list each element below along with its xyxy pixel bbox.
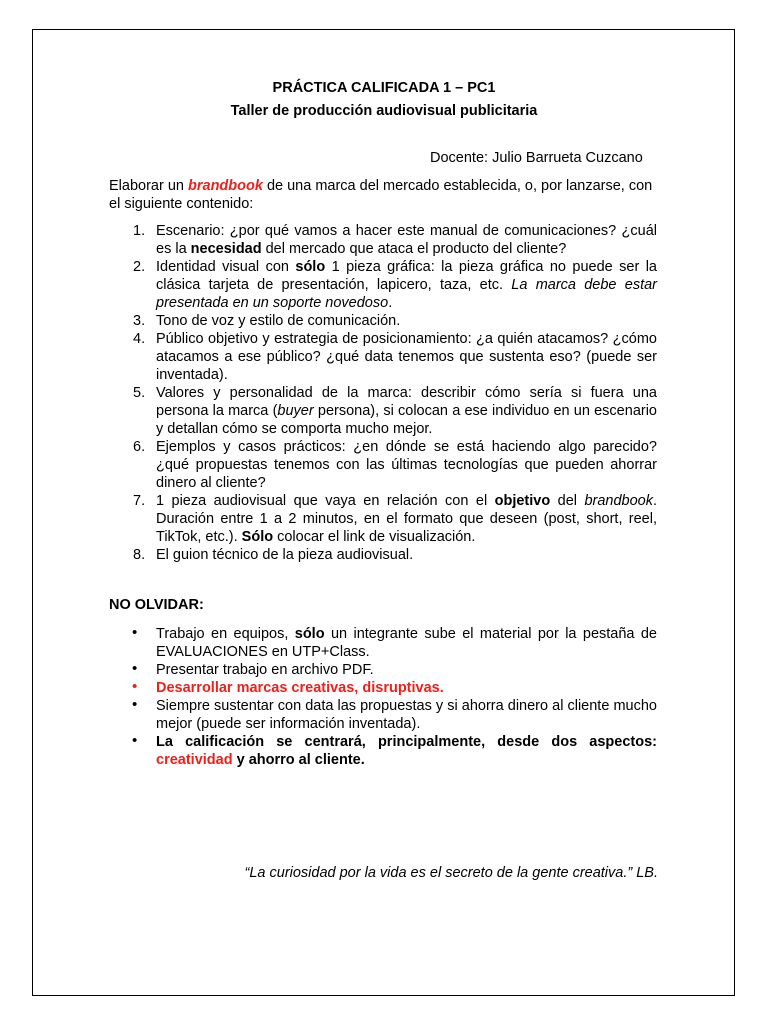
- document-title: PRÁCTICA CALIFICADA 1 – PC1: [272, 80, 496, 96]
- bullet-item: • Presentar trabajo en archivo PDF.: [132, 660, 374, 678]
- intro-paragraph: [109, 177, 659, 213]
- item-number: 8.: [133, 547, 146, 563]
- item-number: 4.: [133, 331, 146, 347]
- bullet-item: • Desarrollar marcas creativas, disruptivas.: [132, 678, 444, 696]
- item-number: 2.: [133, 259, 146, 275]
- bullet-icon: •: [132, 660, 138, 677]
- content-list: [129, 222, 657, 564]
- reminder-heading: NO OLVIDAR:: [109, 597, 204, 613]
- list-item: 5. Valores y personalidad de la marca: describir cómo sería si fuera una persona la marca (buyer persona), si colocan a ese individuo en un escenario y detallan cómo se comporta mucho mejor.: [133, 385, 657, 437]
- item-number: 5.: [133, 385, 146, 401]
- bullet-item: • Trabajo en equipos, sólo un integrante sube el material por la pestaña de EVALUACIONES en UTP+Class.: [132, 624, 657, 660]
- closing-quote: “La curiosidad por la vida es el secreto de la gente creativa.” LB.: [244, 865, 658, 881]
- reminder-list: [129, 625, 657, 769]
- bullet-item: • La calificación se centrará, principalmente, desde dos aspectos: creatividad y ahorro al cliente.: [132, 732, 657, 768]
- item-number: 1.: [133, 223, 146, 239]
- intro-text: Elaborar un: [109, 178, 188, 194]
- item-number: 7.: [133, 493, 146, 509]
- item-number: 6.: [133, 439, 146, 455]
- list-item: 3. Tono de voz y estilo de comunicación.: [133, 313, 401, 329]
- bullet-icon: •: [132, 624, 138, 641]
- bullet-icon: •: [132, 696, 138, 713]
- bullet-icon: •: [132, 678, 138, 695]
- list-item: 4. Público objetivo y estrategia de posicionamiento: ¿a quién atacamos? ¿cómo atacamos a ese público? ¿qué data tenemos que sustenta eso? (puede ser inventada).: [133, 331, 657, 383]
- bullet-icon: •: [132, 732, 138, 749]
- intro-text-end: de una marca del mercado establecida, o, por lanzarse, con el siguiente contenido:: [109, 178, 653, 212]
- list-item: 6. Ejemplos y casos prácticos: ¿en dónde se está haciendo algo parecido? ¿qué propuestas tenemos con las últimas tecnologías que pueden ahorrar dinero al cliente?: [133, 439, 657, 491]
- list-item: 7. 1 pieza audiovisual que vaya en relación con el objetivo del brandbook. Duración entre 1 a 2 minutos, en el formato que deseen (post, short, reel, TikTok, etc.). Sólo colocar el link de visualización.: [133, 493, 657, 545]
- list-item: 8. El guion técnico de la pieza audiovisual.: [133, 547, 414, 563]
- teacher-line: Docente: Julio Barrueta Cuzcano: [430, 150, 643, 166]
- brandbook-highlight: brandbook: [188, 178, 263, 194]
- item-number: 3.: [133, 313, 146, 329]
- list-item: 1. Escenario: ¿por qué vamos a hacer este manual de comunicaciones? ¿cuál es la necesidad del mercado que ataca el producto del cliente?: [133, 223, 657, 257]
- list-item: 2. Identidad visual con sólo 1 pieza gráfica: la pieza gráfica no puede ser la clásica tarjeta de presentación, lapicero, taza, etc. La marca debe estar presentada en un soporte novedoso.: [133, 259, 658, 311]
- document-subtitle: Taller de producción audiovisual publicitaria: [230, 103, 538, 119]
- bullet-item: • Siempre sustentar con data las propuestas y si ahorra dinero al cliente mucho mejor (puede ser información inventada).: [132, 696, 657, 732]
